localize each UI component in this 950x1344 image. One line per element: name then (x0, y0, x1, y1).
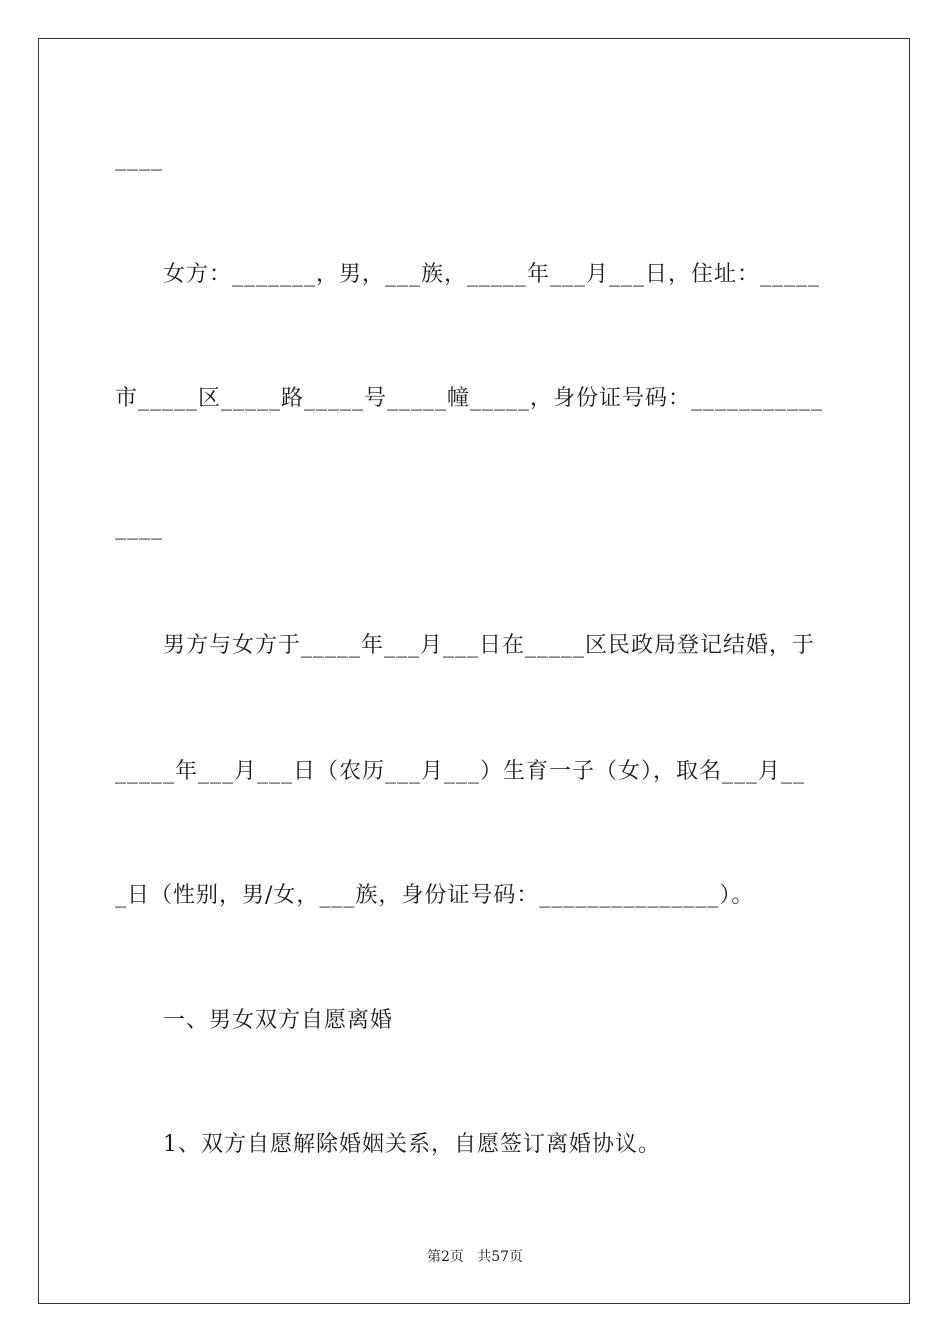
text-line-4: ____ (115, 515, 163, 540)
text-line-5: 男方与女方于_____年___月___日在_____区民政局登记结婚，于 (163, 633, 816, 658)
text-line-9: 1、双方自愿解除婚姻关系，自愿签订离婚协议。 (163, 1132, 661, 1157)
text-line-3: 市_____区_____路_____号_____幢_____，身份证号码：___________ (115, 386, 824, 411)
text-line-1: ____ (115, 146, 163, 171)
text-line-7: _日（性别，男/女，___族，身份证号码：_______________）。 (115, 883, 755, 908)
text-line-6: _____年___月___日（农历___月___）生育一子（女），取名___月__ (115, 759, 806, 784)
section-heading: 一、男女双方自愿离婚 (163, 1008, 394, 1033)
page-frame (38, 38, 910, 1304)
page-footer: 第2页 共57页 (426, 1249, 524, 1265)
text-line-2: 女方：_______，男，___族，_____年___月___日，住址：_____ (163, 262, 821, 287)
